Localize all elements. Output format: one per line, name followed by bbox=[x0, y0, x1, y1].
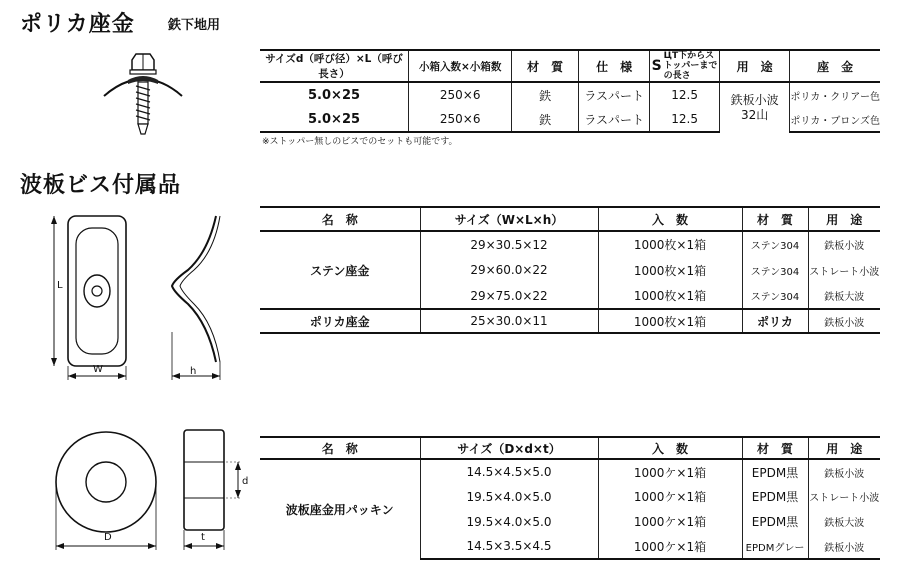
cell-size: 14.5×3.5×4.5 bbox=[420, 534, 598, 559]
cell-material: ポリカ bbox=[742, 309, 808, 333]
header-stopper-note: ЦТ下からストッパーまでの長さ bbox=[663, 51, 718, 81]
cell-qty: 250×6 bbox=[409, 107, 512, 132]
header-usage: 用 途 bbox=[808, 207, 880, 231]
cell-qty: 1000枚×1箱 bbox=[598, 257, 742, 283]
rect-washer-front-diagram bbox=[48, 208, 140, 386]
cell-size: 29×60.0×22 bbox=[420, 257, 598, 283]
cell-usage: 鉄板小波 bbox=[808, 231, 880, 257]
cell-name: 波板座金用パッキン bbox=[260, 459, 420, 559]
label-t: t bbox=[201, 532, 205, 543]
table-row bbox=[260, 309, 880, 333]
cell-material: ステン304 bbox=[742, 283, 808, 309]
cell-qty: 1000枚×1箱 bbox=[598, 283, 742, 309]
header-spec: 仕 様 bbox=[579, 50, 650, 82]
cell-stopper: 12.5 bbox=[650, 107, 720, 132]
cell-name: ステン座金 bbox=[260, 231, 420, 309]
cell-material: EPDM黒 bbox=[742, 459, 808, 484]
cell-usage bbox=[720, 82, 790, 132]
cell-material: ステン304 bbox=[742, 257, 808, 283]
cell-size: 29×30.5×12 bbox=[420, 231, 598, 257]
cell-usage: 鉄板大波 bbox=[808, 509, 880, 534]
cell-name: ポリカ座金 bbox=[260, 309, 420, 333]
header-material: 材 質 bbox=[512, 50, 579, 82]
cell-material: EPDMグレー bbox=[742, 534, 808, 559]
cell-size: 25×30.0×11 bbox=[420, 309, 598, 333]
cell-material: EPDM黒 bbox=[742, 509, 808, 534]
cell-size: 19.5×4.0×5.0 bbox=[420, 484, 598, 509]
usage-line2: 32山 bbox=[741, 107, 769, 122]
section2-title: 波板ビス付属品 bbox=[20, 173, 182, 198]
cell-material: EPDM黒 bbox=[742, 484, 808, 509]
cell-qty: 1000ケ×1箱 bbox=[598, 484, 742, 509]
cell-material: ステン304 bbox=[742, 231, 808, 257]
cell-size: 19.5×4.0×5.0 bbox=[420, 509, 598, 534]
table-row bbox=[260, 459, 880, 484]
section1-subtitle: 鉄下地用 bbox=[168, 18, 221, 33]
usage-line1: 鉄板小波 bbox=[730, 92, 779, 107]
header-stopper-s: S bbox=[651, 58, 662, 74]
section1-title: ポリカ座金 bbox=[20, 12, 135, 37]
header-size: サイズ（D×d×t） bbox=[420, 437, 598, 459]
cell-stopper: 12.5 bbox=[650, 82, 720, 107]
cell-size: 14.5×4.5×5.0 bbox=[420, 459, 598, 484]
cell-usage: 鉄板小波 bbox=[808, 309, 880, 333]
header-size: サイズd（呼び径）×L（呼び長さ） bbox=[260, 50, 409, 82]
cell-washer: ポリカ・クリアー色 bbox=[790, 82, 880, 107]
cell-material: 鉄 bbox=[512, 82, 579, 107]
header-usage: 用 途 bbox=[720, 50, 790, 82]
label-d: d bbox=[242, 476, 249, 487]
header-washer: 座 金 bbox=[790, 50, 880, 82]
header-qty: 小箱入数×小箱数 bbox=[409, 50, 512, 82]
header-name: 名 称 bbox=[260, 437, 420, 459]
cell-usage: 鉄板大波 bbox=[808, 283, 880, 309]
label-W: W bbox=[93, 364, 103, 375]
label-L: L bbox=[57, 280, 63, 291]
cell-usage: 鉄板小波 bbox=[808, 459, 880, 484]
header-qty: 入 数 bbox=[598, 437, 742, 459]
cell-size: 29×75.0×22 bbox=[420, 283, 598, 309]
label-D: D bbox=[104, 532, 112, 543]
cell-qty: 250×6 bbox=[409, 82, 512, 107]
header-size: サイズ（W×L×h） bbox=[420, 207, 598, 231]
rect-washer-side-diagram bbox=[168, 212, 228, 384]
packing-side-diagram bbox=[180, 426, 250, 554]
cell-material: 鉄 bbox=[512, 107, 579, 132]
header-name: 名 称 bbox=[260, 207, 420, 231]
table-row bbox=[260, 231, 880, 257]
label-h: h bbox=[190, 366, 197, 377]
section1-note: ※ストッパー無しのビスでのセットも可能です。 bbox=[262, 137, 458, 147]
packing-table bbox=[260, 436, 880, 560]
header-qty: 入 数 bbox=[598, 207, 742, 231]
cell-usage: ストレート小波 bbox=[808, 257, 880, 283]
cell-usage: ストレート小波 bbox=[808, 484, 880, 509]
polycarbonate-washer-table bbox=[260, 49, 880, 133]
cell-qty: 1000枚×1箱 bbox=[598, 309, 742, 333]
cell-size: 5.0×25 bbox=[260, 107, 409, 132]
cell-size: 5.0×25 bbox=[260, 82, 409, 107]
cell-usage: 鉄板小波 bbox=[808, 534, 880, 559]
header-material: 材 質 bbox=[742, 207, 808, 231]
cell-qty: 1000ケ×1箱 bbox=[598, 534, 742, 559]
cell-qty: 1000ケ×1箱 bbox=[598, 509, 742, 534]
cell-washer: ポリカ・ブロンズ色 bbox=[790, 107, 880, 132]
header-material: 材 質 bbox=[742, 437, 808, 459]
cell-qty: 1000枚×1箱 bbox=[598, 231, 742, 257]
table-row bbox=[260, 82, 880, 107]
cell-spec: ラスパート bbox=[579, 82, 650, 107]
cell-qty: 1000ケ×1箱 bbox=[598, 459, 742, 484]
header-stopper bbox=[650, 50, 720, 82]
accessory-washer-table bbox=[260, 206, 880, 334]
screw-washer-illustration bbox=[98, 52, 188, 138]
header-usage: 用 途 bbox=[808, 437, 880, 459]
cell-spec: ラスパート bbox=[579, 107, 650, 132]
